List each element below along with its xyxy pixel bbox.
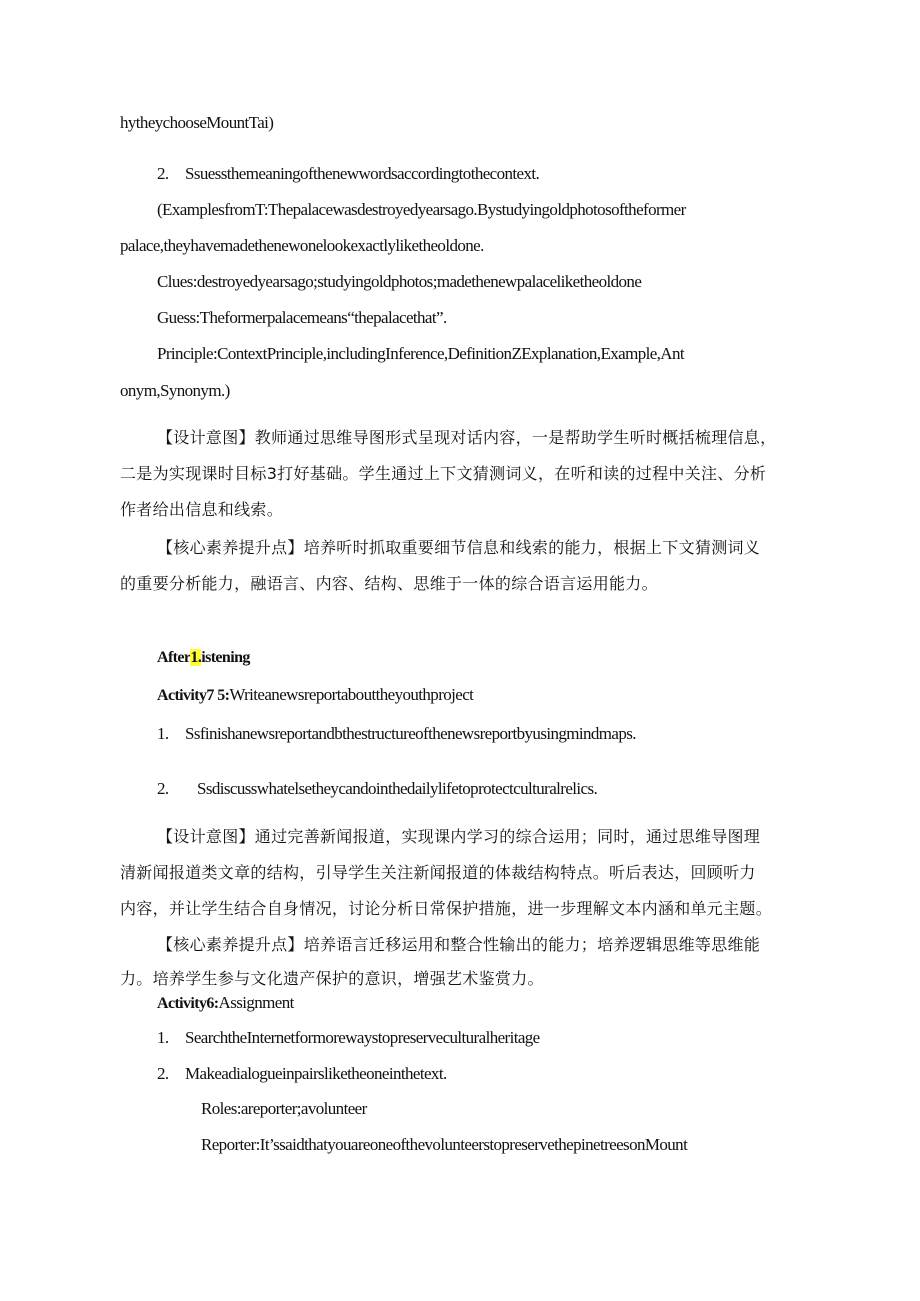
- design-intent-paragraph: 【设计意图】教师通过思维导图形式呈现对话内容，一是帮助学生听时概括梳理信息，: [157, 428, 777, 447]
- list-item: [157, 1063, 447, 1085]
- list-item: [157, 778, 597, 800]
- list-number: 1.: [157, 1028, 169, 1047]
- list-text: Ssfinishanewsreportandbthestructureofthenewsreportbyusingmindmaps.: [185, 724, 636, 743]
- design-intent-paragraph: 【设计意图】通过完善新闻报道，实现课内学习的综合运用；同时，通过思维导图理: [157, 827, 761, 846]
- text-line: hytheychooseMountTai): [120, 113, 274, 132]
- text-line: Clues:destroyedyearsago;studyingoldphotos;madethenewpalaceliketheoldone: [157, 272, 642, 291]
- list-number: 1.: [157, 724, 169, 743]
- list-number: 2.: [157, 779, 169, 798]
- list-text: SearchtheInternetformorewaystopreserveculturalheritage: [185, 1028, 540, 1047]
- core-literacy-paragraph: 【核心素养提升点】培养听时抓取重要细节信息和线索的能力，根据上下文猜测词义: [157, 538, 761, 557]
- list-item: [157, 163, 539, 185]
- design-intent-paragraph: 作者给出信息和线索。: [120, 500, 284, 519]
- core-literacy-paragraph: 【核心素养提升点】培养语言迁移运用和整合性输出的能力；培养逻辑思维等思维能: [157, 935, 761, 954]
- design-intent-paragraph: 内容，并让学生结合自身情况，讨论分析日常保护措施，进一步理解文本内涵和单元主题。: [120, 899, 773, 918]
- text-line: palace,theyhavemadethenewonelookexactlyliketheoldone.: [120, 236, 484, 255]
- text-line: onym,Synonym.): [120, 381, 230, 400]
- core-literacy-paragraph: 力。培养学生参与文化遗产保护的意识，增强艺术鉴赏力。: [120, 969, 544, 988]
- text-line: Principle:ContextPrinciple,includingInference,DefinitionZExplanation,Example,Ant: [157, 344, 685, 363]
- text-line: Reporter:It’ssaidthatyouareoneofthevolunteerstopreservethepinetreesonMount: [201, 1135, 688, 1154]
- list-number: 2.: [157, 1064, 169, 1083]
- list-item: [157, 1027, 540, 1049]
- list-text: Ssuessthemeaningofthenewwordsaccordingtothecontext.: [185, 164, 540, 183]
- activity-heading: Activity7 5:Writeanewsreportabouttheyouthproject: [157, 685, 474, 704]
- text-line: Roles:areporter;avolunteer: [201, 1099, 367, 1118]
- section-heading: After1.istening: [157, 649, 250, 666]
- list-item: [157, 723, 636, 745]
- text-line: (ExamplesfromT:Thepalacewasdestroyedyearsago.Bystudyingoldphotosoftheformer: [157, 200, 686, 219]
- design-intent-paragraph: 二是为实现课时目标3打好基础。学生通过上下文猜测词义，在听和读的过程中关注、分析: [120, 464, 767, 483]
- design-intent-paragraph: 清新闻报道类文章的结构，引导学生关注新闻报道的体裁结构特点。听后表达，回顾听力: [120, 863, 756, 882]
- list-text: Makeadialogueinpairsliketheoneinthetext.: [185, 1064, 447, 1083]
- text-line: Guess:Theformerpalacemeans“thepalacethat”.: [157, 308, 447, 327]
- list-text: Ssdiscusswhatelsetheycandointhedailylifetoprotectculturalrelics.: [197, 779, 598, 798]
- list-number: 2.: [157, 164, 169, 183]
- activity-heading: Activity6:Assignment: [157, 993, 294, 1012]
- highlighted-text: 1.: [190, 649, 202, 666]
- core-literacy-paragraph: 的重要分析能力，融语言、内容、结构、思维于一体的综合语言运用能力。: [120, 574, 658, 593]
